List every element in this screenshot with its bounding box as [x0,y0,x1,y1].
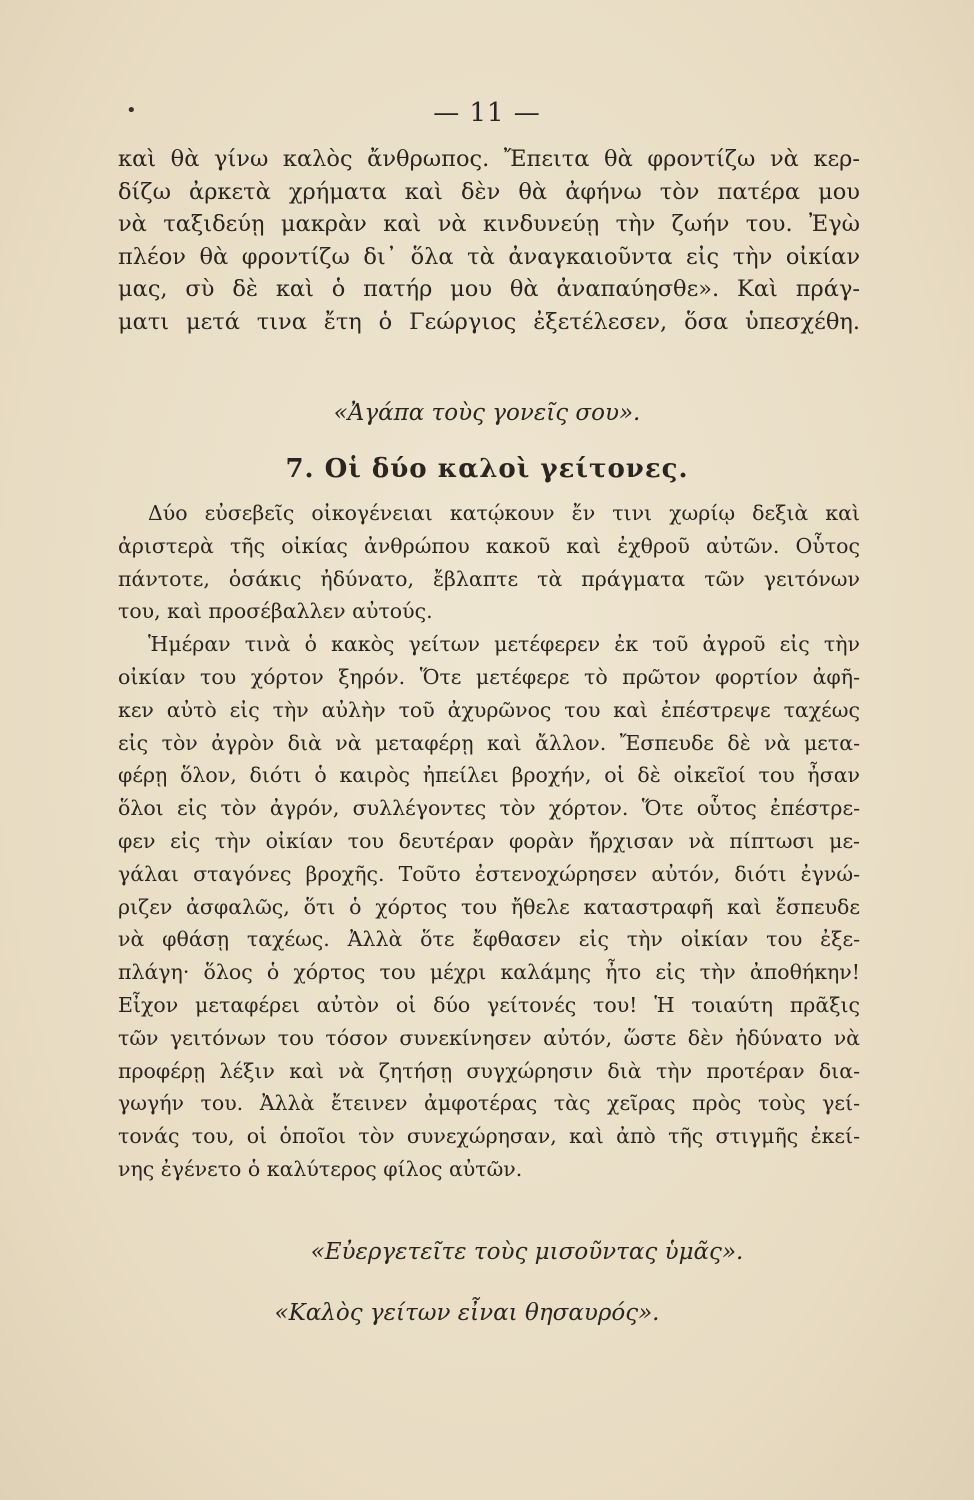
text-line: φεν εἰς τὴν οἰκίαν του δευτέραν φορὰν ἤρχισαν νὰ πίπτωσι με- [118,828,860,853]
page-number: — 11 — [433,98,541,128]
text-line: νὰ ταξιδεύῃ μακρὰν καὶ νὰ κινδυνεύῃ τὴν ζωήν του. Ἐγὼ [118,211,860,238]
text-line: τῶν γειτόνων του τόσον συνεκίνησεν αὐτόν, ὥστε δὲν ἠδύνατο νὰ [118,1025,860,1050]
text-line: ριζεν ἀσφαλῶς, ὅτι ὁ χόρτος του ἤθελε καταστραφῆ καὶ ἔσπευδε [118,894,860,919]
text-line: του, καὶ προσέβαλλεν αὐτούς. [118,599,433,624]
motto-honor-parents: «Ἀγάπα τοὺς γονεῖς σου». [333,400,641,426]
text-line: γάλαι σταγόνες βροχῆς. Τοῦτο ἐστενοχώρησεν αὐτόν, διότι ἐγνώ- [118,861,860,886]
text-line: κεν αὐτὸ εἰς τὴν αὐλὴν τοῦ ἀχυρῶνος του καὶ ἐπέστρεψε ταχέως [118,697,860,722]
text-line: ἀριστερὰ τῆς οἰκίας ἀνθρώπου κακοῦ καὶ ἐχθροῦ αὐτῶν. Οὗτος [118,533,860,558]
text-line: προφέρῃ λέξιν καὶ νὰ ζητήσῃ συγχώρησιν διὰ τὴν προτέραν δια- [118,1058,860,1083]
text-line: δίζω ἀρκετὰ χρήματα καὶ δὲν θὰ ἀφήνω τὸν πατέρα μου [118,178,860,205]
text-line: καὶ θὰ γίνω καλὸς ἄνθρωπος. Ἔπειτα θὰ φροντίζω νὰ κερ- [118,146,860,172]
text-line: φέρῃ ὅλον, διότι ὁ καιρὸς ἠπείλει βροχήν, οἱ δὲ οἰκεῖοί του ἦσαν [118,763,860,788]
text-line: πλάγη· ὅλος ὁ χόρτος του μέχρι καλάμης ἦτο εἰς τὴν ἀποθήκην! [118,960,860,985]
text-line: ὅλοι εἰς τὸν ἀγρόν, συλλέγοντες τὸν χόρτον. Ὅτε οὗτος ἐπέστρε- [118,796,860,821]
text-line: νης ἐγένετο ὁ καλύτερος φίλος αὐτῶν. [118,1156,523,1181]
text-line: τονάς του, οἱ ὁποῖοι τὸν συνεχώρησαν, καὶ ἀπὸ τῆς στιγμῆς ἐκεί- [118,1124,860,1149]
ink-mark: • [126,100,137,121]
text-line: Ἡμέραν τινὰ ὁ κακὸς γείτων μετέφερεν ἐκ τοῦ ἀγροῦ εἰς τὴν [148,632,860,657]
text-line: πάντοτε, ὁσάκις ἠδύνατο, ἔβλαπτε τὰ πράγματα τῶν γειτόνων [118,566,860,591]
text-line: ματι μετά τινα ἔτη ὁ Γεώργιος ἐξετέλεσεν, ὅσα ὑπεσχέθη. [118,308,860,335]
text-line: Δύο εὐσεβεῖς οἰκογένειαι κατῴκουν ἔν τινι χωρίῳ δεξιὰ καὶ [148,501,860,525]
text-line: μας, σὺ δὲ καὶ ὁ πατήρ μου θὰ ἀναπαύησθε». Καὶ πράγ- [118,276,860,303]
text-line: εἰς τὸν ἀγρὸν διὰ νὰ μεταφέρῃ καὶ ἄλλον. Ἔσπευδε δὲ νὰ μετα- [118,730,860,755]
story-body [118,497,860,1186]
paragraph-continuation [118,143,860,339]
section-heading: 7. Οἱ δύο καλοὶ γείτονες. [285,454,689,484]
motto-benefit-enemies: «Εὐεργετεῖτε τοὺς μισοῦντας ὑμᾶς». [310,1239,744,1265]
text-line: γωγήν του. Ἀλλὰ ἔτεινεν ἀμφοτέρας τὰς χεῖρας πρὸς τοὺς γεί- [118,1091,860,1116]
text-line: πλέον θὰ φροντίζω δι᾽ ὅλα τὰ ἀναγκαιοῦντα εἰς τὴν οἰκίαν [118,243,860,270]
text-line: Εἶχον μεταφέρει αὐτὸν οἱ δύο γείτονές του! Ἡ τοιαύτη πρᾶξις [118,992,860,1017]
text-line: οἰκίαν του χόρτον ξηρόν. Ὅτε μετέφερε τὸ πρῶτον φορτίον ἀφῆ- [118,664,860,689]
text-line: νὰ φθάσῃ ταχέως. Ἀλλὰ ὅτε ἔφθασεν εἰς τὴν οἰκίαν του ἐξε- [118,927,860,952]
motto-good-neighbor: «Καλὸς γείτων εἶναι θησαυρός». [274,1300,660,1326]
